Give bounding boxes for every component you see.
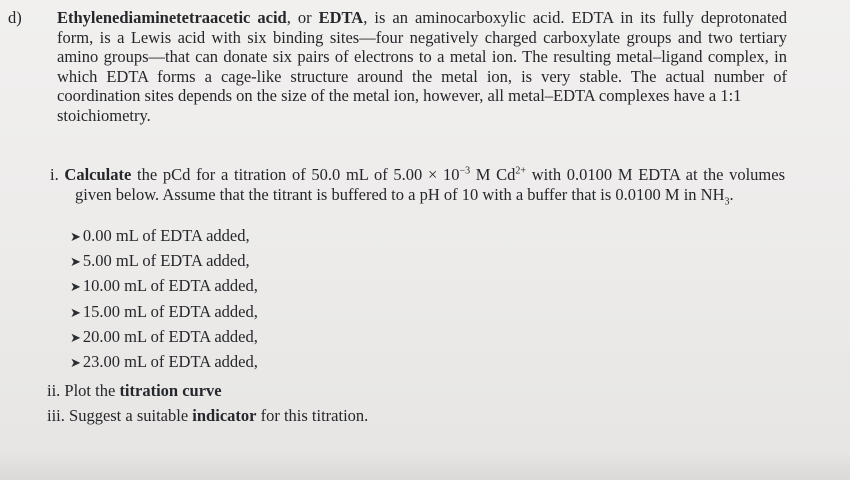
arrowhead-bullet-icon: ➤ — [70, 280, 81, 296]
part-iii-number: iii. — [47, 406, 65, 425]
list-item — [70, 350, 258, 375]
page-shadow — [0, 450, 850, 480]
part-ii-text: Plot the — [60, 381, 120, 400]
part-iii — [47, 406, 368, 426]
part-i-number: i. — [50, 165, 59, 184]
question-label: d) — [8, 8, 22, 27]
volume-list — [70, 224, 258, 375]
nh3-subscript: 3 — [724, 195, 730, 207]
volume-text: 15.00 mL of EDTA added, — [82, 301, 258, 321]
part-ii-number: ii. — [47, 381, 61, 400]
intro-text-3: stoichiometry. — [57, 105, 151, 125]
part-i-text — [50, 165, 786, 207]
part-i-text-4: . — [729, 184, 734, 204]
arrowhead-bullet-icon: ➤ — [70, 305, 81, 321]
part-i-text-3: with 0.0100 M EDTA at the volumes given below. Assume that the titrant is buffered to a pH of 10 with a buffer that is 0.0100 M in NH — [75, 165, 786, 204]
arrowhead-bullet-icon: ➤ — [70, 230, 81, 245]
part-i — [50, 165, 786, 207]
part-iii-text-1: Suggest a suitable — [64, 406, 193, 425]
arrowhead-bullet-icon: ➤ — [70, 356, 81, 372]
volume-text: 5.00 mL of EDTA added, — [82, 251, 250, 271]
intro-text-2: , is an aminocarboxylic acid. EDTA in its fully deprotonated form, is a Lewis acid with six binding sites—four negatively charged carboxylate groups and two tertiary amino groups—that can donate six pairs of electrons to a metal ion. The resulting metal–ligand complex, in which EDTA forms a cage-like structure around the metal ion, is very stable. The actual number of coordination sites depends on the size of the metal ion, however, all metal–EDTA complexes have a 1:1 — [57, 8, 787, 106]
part-ii — [47, 381, 222, 401]
volume-text: 23.00 mL of EDTA added, — [82, 352, 258, 372]
cd-charge: 2+ — [515, 165, 527, 177]
list-item — [70, 300, 258, 325]
volume-text: 10.00 mL of EDTA added, — [82, 276, 258, 296]
list-item — [70, 325, 258, 350]
volume-text: 20.00 mL of EDTA added, — [82, 326, 258, 346]
part-iii-text-2: for this titration. — [256, 406, 369, 425]
question-intro-paragraph — [57, 8, 787, 126]
part-ii-bold: titration curve — [119, 381, 222, 400]
volume-text: 0.00 mL of EDTA added, — [82, 226, 250, 245]
part-iii-bold: indicator — [192, 406, 257, 425]
exponent-1: −3 — [459, 165, 471, 177]
edta-abbrev: EDTA — [318, 8, 364, 27]
intro-text-1: , or — [286, 8, 319, 27]
list-item — [70, 249, 258, 274]
edta-full-name: Ethylenediaminetetraacetic acid — [57, 8, 287, 27]
arrowhead-bullet-icon: ➤ — [70, 255, 81, 271]
part-i-bold: Calculate — [64, 165, 132, 184]
list-item — [70, 224, 258, 249]
arrowhead-bullet-icon: ➤ — [70, 330, 81, 346]
part-i-text-2: M Cd — [470, 165, 516, 184]
list-item — [70, 274, 258, 299]
part-i-text-1: the pCd for a titration of 50.0 mL of 5.00 × 10 — [131, 165, 460, 184]
